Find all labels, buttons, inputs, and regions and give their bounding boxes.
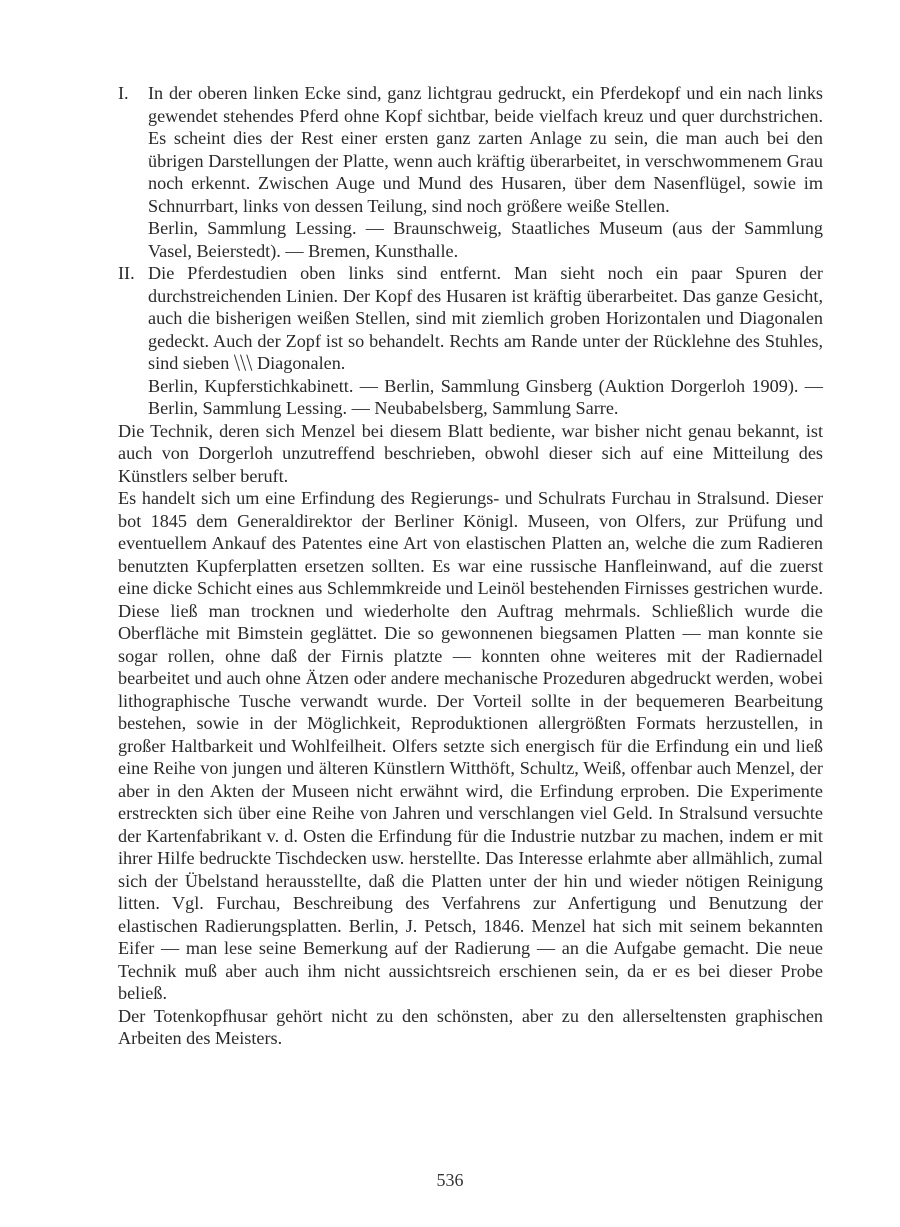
page-body: [118, 82, 823, 1050]
state-entry-1: [118, 82, 823, 262]
entry-number: I.: [118, 83, 129, 103]
entry-number: II.: [118, 263, 135, 283]
entry-locations: Berlin, Sammlung Lessing. — Braunschweig, Staatliches Museum (aus der Sammlung Vasel, Beierstedt). — Bremen, Kunsthalle.: [148, 218, 823, 261]
entry-description: In der oberen linken Ecke sind, ganz lichtgrau gedruckt, ein Pferdekopf und ein nach links gewendet stehendes Pferd ohne Kopf sichtbar, beide vielfach kreuz und quer durchstrichen. Es scheint dies der Rest einer ersten ganz zarten Anlage zu sein, die man auch bei den übrigen Darstellungen der Platte, wenn auch kräftig überarbeitet, in verschwommenem Grau noch erkennt. Zwischen Auge und Mund des Husaren, über dem Nasenflügel, sowie im Schnurrbart, links von dessen Teilung, sind noch größere weiße Stellen.: [148, 83, 823, 216]
page-number: 536: [436, 1170, 464, 1190]
entry-locations: Berlin, Kupferstichkabinett. — Berlin, Sammlung Ginsberg (Auktion Dorgerloh 1909). — Berlin, Sammlung Lessing. — Neubabelsberg, Sammlung Sarre.: [148, 375, 823, 418]
entry-description: Die Pferdestudien oben links sind entfernt. Man sieht noch ein paar Spuren der durchstreichenden Linien. Der Kopf des Husaren ist kräftig überarbeitet. Das ganze Gesicht, auch die bisherigen weißen Stellen, sind mit ziemlich groben Horizontalen und Diagonalen gedeckt. Auch der Zopf ist so behandelt. Rechts am Rande unter der Rücklehne des Stuhles, sind sieben ⧹⧹⧹ Diagonalen.: [148, 263, 823, 373]
paragraph-invention: Es handelt sich um eine Erfindung des Regierungs- und Schulrats Furchau in Stralsund. Dieser bot 1845 dem Generaldirektor der Berliner Königl. Museen, von Olfers, zur Prüfung und eventuellem Ankauf des Patentes eine Art von elastischen Platten an, welche die zum Radieren benutzten Kupferplatten ersetzen sollten. Es war eine russische Hanfleinwand, auf die zuerst eine dicke Schicht eines aus Schlemmkreide und Leinöl bestehenden Firnisses gestrichen wurde. Diese ließ man trocknen und wiederholte den Auftrag mehrmals. Schließlich wurde die Oberfläche mit Bimstein geglättet. Die so gewonnenen biegsamen Platten — man konnte sie sogar rollen, ohne daß der Firnis platzte — konnten ohne weiteres mit der Radiernadel bearbeitet und auch ohne Ätzen oder andere mechanische Prozeduren abgedruckt werden, wobei lithographische Tusche verwandt wurde. Der Vorteil sollte in der bequemeren Bearbeitung bestehen, sowie in der Möglichkeit, Reproduktionen allergrößten Formats herzustellen, in großer Haltbarkeit und Wohlfeilheit. Olfers setzte sich energisch für die Erfindung ein und ließ eine Reihe von jungen und älteren Künstlern Witthöft, Schultz, Weiß, offenbar auch Menzel, der aber in den Akten der Museen nicht erwähnt wird, die Erfindung erproben. Die Experimente erstreckten sich über eine Reihe von Jahren und verschlangen viel Geld. In Stralsund versuchte der Kartenfabrikant v. d. Osten die Erfindung für die Industrie nutzbar zu machen, indem er mit ihrer Hilfe bedruckte Tischdecken usw. herstellte. Das Interesse erlahmte aber allmählich, zumal sich der Übelstand herausstellte, daß die Platten unter der hin und wieder nötigen Reinigung litten. Vgl. Furchau, Beschreibung des Verfahrens zur Anfertigung und Benutzung der elastischen Radierungsplatten. Berlin, J. Petsch, 1846. Menzel hat sich mit seinem bekannten Eifer — man lese seine Bemerkung auf der Radierung — an die Aufgabe gemacht. Die neue Technik muß aber auch ihm nicht aussichtsreich erschienen sein, da er es bei dieser Probe beließ.: [118, 488, 823, 1003]
paragraph-technique: Die Technik, deren sich Menzel bei diesem Blatt bediente, war bisher nicht genau bekannt, ist auch von Dorgerloh unzutreffend beschrieben, obwohl dieser sich auf eine Mitteilung des Künstlers selber beruft.: [118, 420, 823, 486]
state-entry-2: [118, 262, 823, 420]
paragraph-conclusion: Der Totenkopfhusar gehört nicht zu den schönsten, aber zu den allerseltensten graphischen Arbeiten des Meisters.: [118, 1005, 823, 1048]
